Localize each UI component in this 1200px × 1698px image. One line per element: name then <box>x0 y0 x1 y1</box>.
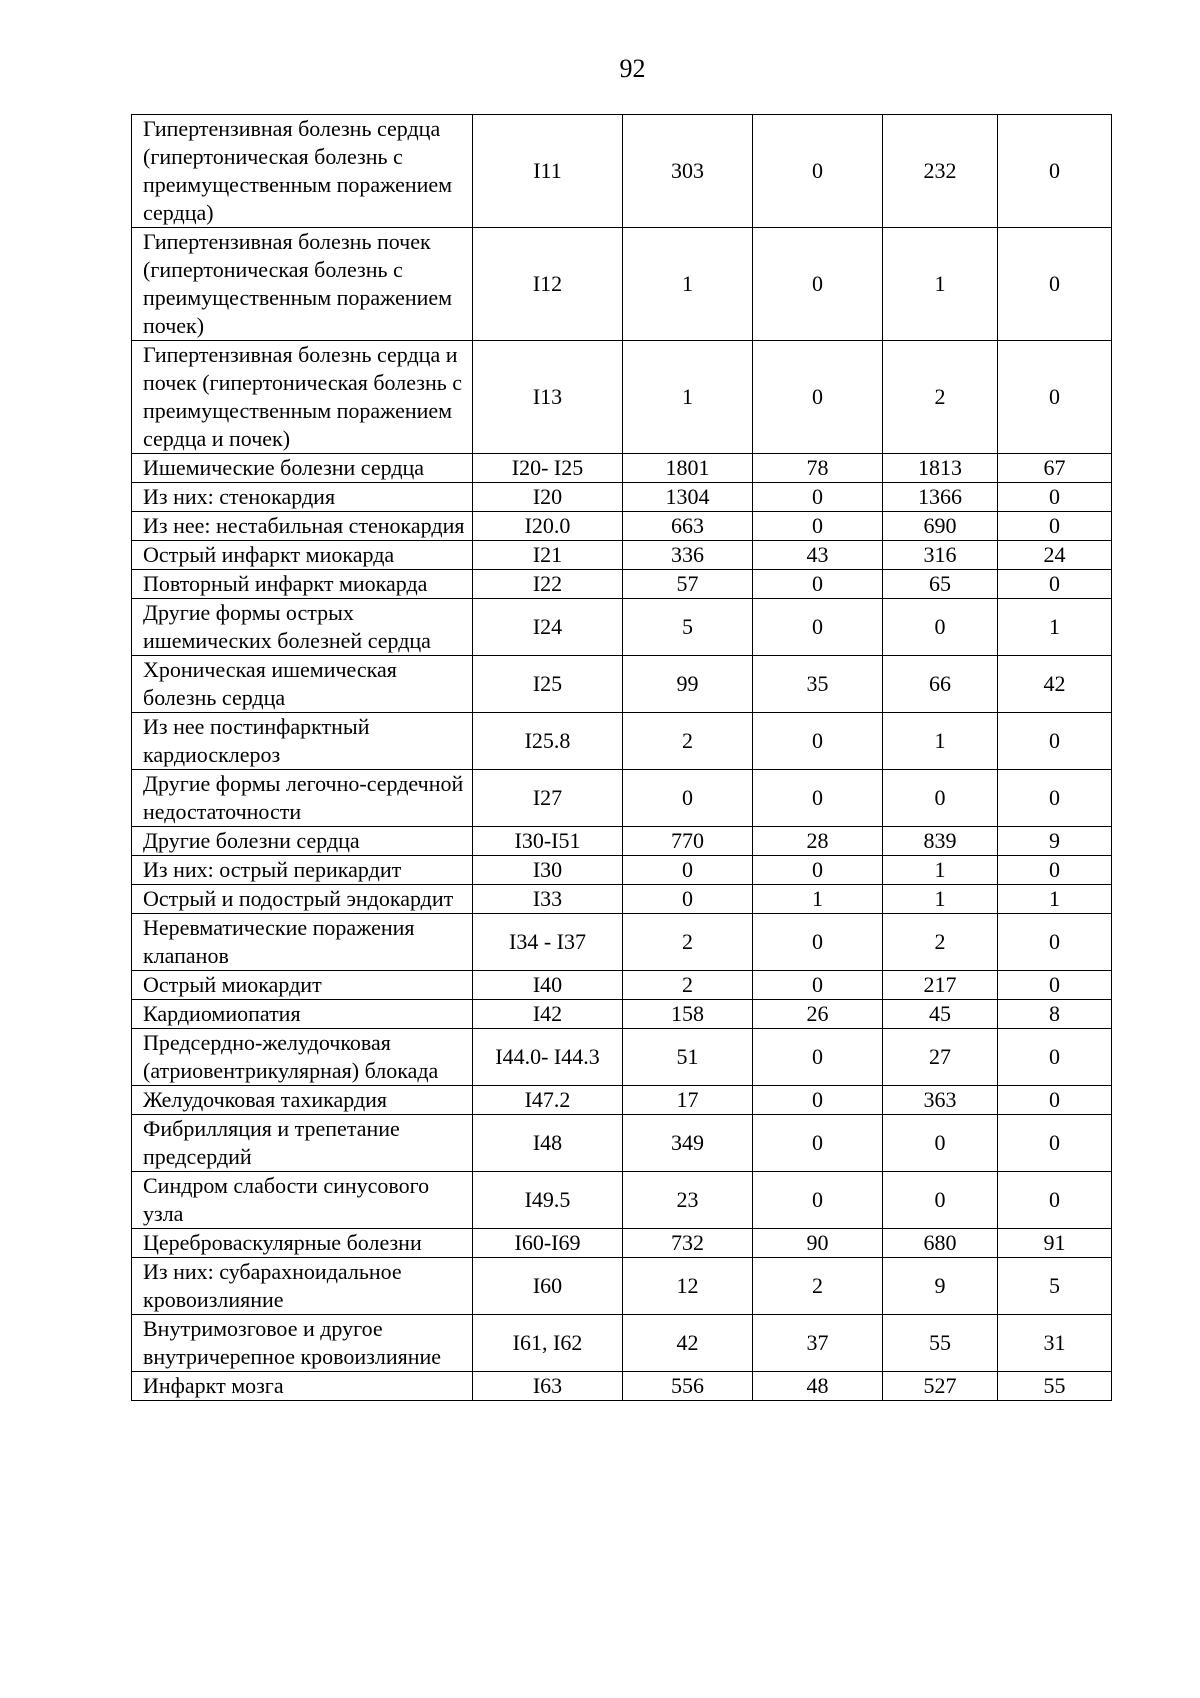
value-cell-4: 0 <box>998 341 1112 454</box>
value-cell-3: 0 <box>883 1115 998 1172</box>
value-cell-4: 5 <box>998 1258 1112 1315</box>
value-cell-4: 67 <box>998 454 1112 483</box>
page-number: 92 <box>619 54 646 83</box>
table-row <box>132 228 1112 341</box>
value-cell-2: 78 <box>753 454 883 483</box>
value-cell-4: 24 <box>998 541 1112 570</box>
value-cell-4: 0 <box>998 228 1112 341</box>
value-cell-3: 27 <box>883 1029 998 1086</box>
icd-code-cell: I30-I51 <box>473 827 623 856</box>
value-cell-1: 303 <box>623 115 753 228</box>
value-cell-3: 0 <box>883 1172 998 1229</box>
value-cell-3: 1366 <box>883 483 998 512</box>
value-cell-3: 0 <box>883 599 998 656</box>
value-cell-2: 0 <box>753 1029 883 1086</box>
table-row <box>132 341 1112 454</box>
value-cell-2: 0 <box>753 914 883 971</box>
icd-code-cell: I60 <box>473 1258 623 1315</box>
value-cell-2: 28 <box>753 827 883 856</box>
value-cell-4: 0 <box>998 115 1112 228</box>
icd-code-cell: I47.2 <box>473 1086 623 1115</box>
value-cell-4: 0 <box>998 1172 1112 1229</box>
icd-code-cell: I60-I69 <box>473 1229 623 1258</box>
table-body <box>132 115 1112 1401</box>
table-row <box>132 1172 1112 1229</box>
value-cell-2: 0 <box>753 570 883 599</box>
table-row <box>132 914 1112 971</box>
table-row <box>132 570 1112 599</box>
value-cell-2: 1 <box>753 885 883 914</box>
icd-code-cell: I49.5 <box>473 1172 623 1229</box>
value-cell-4: 0 <box>998 1029 1112 1086</box>
table-row <box>132 1029 1112 1086</box>
table-row <box>132 454 1112 483</box>
disease-name-cell: Гипертензивная болезнь почек (гипертоническая болезнь с преимущественным поражением почек) <box>132 228 473 341</box>
value-cell-1: 770 <box>623 827 753 856</box>
table-row <box>132 483 1112 512</box>
value-cell-2: 0 <box>753 1172 883 1229</box>
value-cell-3: 1 <box>883 885 998 914</box>
table-row <box>132 512 1112 541</box>
table-row <box>132 115 1112 228</box>
value-cell-1: 2 <box>623 971 753 1000</box>
table-row <box>132 599 1112 656</box>
value-cell-2: 35 <box>753 656 883 713</box>
value-cell-1: 0 <box>623 885 753 914</box>
icd-code-cell: I30 <box>473 856 623 885</box>
disease-name-cell: Внутримозговое и другое внутричерепное кровоизлияние <box>132 1315 473 1372</box>
disease-name-cell: Неревматические поражения клапанов <box>132 914 473 971</box>
disease-name-cell: Повторный инфаркт миокарда <box>132 570 473 599</box>
value-cell-4: 0 <box>998 713 1112 770</box>
icd-code-cell: I42 <box>473 1000 623 1029</box>
value-cell-1: 0 <box>623 770 753 827</box>
value-cell-1: 0 <box>623 856 753 885</box>
value-cell-4: 0 <box>998 1115 1112 1172</box>
value-cell-3: 1 <box>883 713 998 770</box>
disease-name-cell: Острый миокардит <box>132 971 473 1000</box>
disease-name-cell: Хроническая ишемическая болезнь сердца <box>132 656 473 713</box>
table-row <box>132 656 1112 713</box>
value-cell-2: 0 <box>753 599 883 656</box>
value-cell-4: 1 <box>998 599 1112 656</box>
value-cell-2: 43 <box>753 541 883 570</box>
value-cell-2: 2 <box>753 1258 883 1315</box>
icd-code-cell: I20.0 <box>473 512 623 541</box>
icd-code-cell: I21 <box>473 541 623 570</box>
table-row <box>132 971 1112 1000</box>
value-cell-4: 1 <box>998 885 1112 914</box>
icd-code-cell: I63 <box>473 1372 623 1401</box>
value-cell-1: 17 <box>623 1086 753 1115</box>
value-cell-4: 55 <box>998 1372 1112 1401</box>
value-cell-4: 9 <box>998 827 1112 856</box>
value-cell-1: 5 <box>623 599 753 656</box>
disease-statistics-table <box>131 114 1112 1401</box>
icd-code-cell: I33 <box>473 885 623 914</box>
icd-code-cell: I34 - I37 <box>473 914 623 971</box>
icd-code-cell: I61, I62 <box>473 1315 623 1372</box>
value-cell-3: 217 <box>883 971 998 1000</box>
disease-name-cell: Инфаркт мозга <box>132 1372 473 1401</box>
value-cell-3: 680 <box>883 1229 998 1258</box>
value-cell-4: 31 <box>998 1315 1112 1372</box>
disease-name-cell: Из них: острый перикардит <box>132 856 473 885</box>
value-cell-3: 839 <box>883 827 998 856</box>
value-cell-1: 2 <box>623 914 753 971</box>
value-cell-3: 363 <box>883 1086 998 1115</box>
value-cell-3: 1 <box>883 228 998 341</box>
table-row <box>132 885 1112 914</box>
value-cell-3: 9 <box>883 1258 998 1315</box>
icd-code-cell: I44.0- I44.3 <box>473 1029 623 1086</box>
disease-name-cell: Другие формы острых ишемических болезней сердца <box>132 599 473 656</box>
value-cell-3: 316 <box>883 541 998 570</box>
icd-code-cell: I25.8 <box>473 713 623 770</box>
value-cell-2: 90 <box>753 1229 883 1258</box>
value-cell-3: 0 <box>883 770 998 827</box>
value-cell-1: 51 <box>623 1029 753 1086</box>
disease-name-cell: Острый инфаркт миокарда <box>132 541 473 570</box>
table-row <box>132 1372 1112 1401</box>
disease-name-cell: Кардиомиопатия <box>132 1000 473 1029</box>
table-row <box>132 713 1112 770</box>
value-cell-4: 8 <box>998 1000 1112 1029</box>
disease-name-cell: Синдром слабости синусового узла <box>132 1172 473 1229</box>
value-cell-4: 0 <box>998 971 1112 1000</box>
value-cell-2: 37 <box>753 1315 883 1372</box>
disease-name-cell: Другие формы легочно-сердечной недостаточности <box>132 770 473 827</box>
value-cell-1: 1801 <box>623 454 753 483</box>
value-cell-2: 0 <box>753 971 883 1000</box>
icd-code-cell: I22 <box>473 570 623 599</box>
disease-name-cell: Желудочковая тахикардия <box>132 1086 473 1115</box>
disease-name-cell: Из них: субарахноидальное кровоизлияние <box>132 1258 473 1315</box>
value-cell-1: 99 <box>623 656 753 713</box>
value-cell-1: 42 <box>623 1315 753 1372</box>
value-cell-1: 57 <box>623 570 753 599</box>
table-row <box>132 1115 1112 1172</box>
icd-code-cell: I20 <box>473 483 623 512</box>
value-cell-2: 0 <box>753 483 883 512</box>
value-cell-4: 0 <box>998 914 1112 971</box>
value-cell-2: 0 <box>753 1115 883 1172</box>
value-cell-2: 0 <box>753 1086 883 1115</box>
icd-code-cell: I48 <box>473 1115 623 1172</box>
table-row <box>132 1315 1112 1372</box>
table-row <box>132 1258 1112 1315</box>
disease-name-cell: Из них: стенокардия <box>132 483 473 512</box>
value-cell-3: 1 <box>883 856 998 885</box>
value-cell-1: 1 <box>623 228 753 341</box>
icd-code-cell: I11 <box>473 115 623 228</box>
value-cell-3: 65 <box>883 570 998 599</box>
icd-code-cell: I20- I25 <box>473 454 623 483</box>
value-cell-2: 0 <box>753 228 883 341</box>
value-cell-4: 42 <box>998 656 1112 713</box>
icd-code-cell: I12 <box>473 228 623 341</box>
value-cell-4: 91 <box>998 1229 1112 1258</box>
icd-code-cell: I40 <box>473 971 623 1000</box>
value-cell-3: 1813 <box>883 454 998 483</box>
disease-name-cell: Гипертензивная болезнь сердца и почек (гипертоническая болезнь с преимущественным поражением сердца и почек) <box>132 341 473 454</box>
value-cell-2: 0 <box>753 512 883 541</box>
value-cell-1: 349 <box>623 1115 753 1172</box>
value-cell-4: 0 <box>998 770 1112 827</box>
disease-name-cell: Фибрилляция и трепетание предсердий <box>132 1115 473 1172</box>
table-row <box>132 770 1112 827</box>
disease-name-cell: Острый и подострый эндокардит <box>132 885 473 914</box>
disease-name-cell: Ишемические болезни сердца <box>132 454 473 483</box>
value-cell-4: 0 <box>998 512 1112 541</box>
value-cell-2: 0 <box>753 770 883 827</box>
value-cell-3: 45 <box>883 1000 998 1029</box>
value-cell-1: 23 <box>623 1172 753 1229</box>
disease-name-cell: Из нее постинфарктный кардиосклероз <box>132 713 473 770</box>
value-cell-1: 336 <box>623 541 753 570</box>
value-cell-1: 663 <box>623 512 753 541</box>
icd-code-cell: I27 <box>473 770 623 827</box>
value-cell-1: 12 <box>623 1258 753 1315</box>
disease-name-cell: Цереброваскулярные болезни <box>132 1229 473 1258</box>
value-cell-2: 26 <box>753 1000 883 1029</box>
table-row <box>132 856 1112 885</box>
icd-code-cell: I25 <box>473 656 623 713</box>
value-cell-1: 1304 <box>623 483 753 512</box>
value-cell-3: 66 <box>883 656 998 713</box>
value-cell-4: 0 <box>998 483 1112 512</box>
value-cell-4: 0 <box>998 570 1112 599</box>
value-cell-1: 556 <box>623 1372 753 1401</box>
value-cell-2: 0 <box>753 856 883 885</box>
value-cell-3: 232 <box>883 115 998 228</box>
value-cell-2: 0 <box>753 341 883 454</box>
disease-name-cell: Другие болезни сердца <box>132 827 473 856</box>
value-cell-2: 0 <box>753 713 883 770</box>
icd-code-cell: I13 <box>473 341 623 454</box>
value-cell-3: 690 <box>883 512 998 541</box>
disease-name-cell: Предсердно-желудочковая (атриовентрикулярная) блокада <box>132 1029 473 1086</box>
value-cell-1: 2 <box>623 713 753 770</box>
value-cell-3: 2 <box>883 341 998 454</box>
table-row <box>132 1086 1112 1115</box>
disease-name-cell: Гипертензивная болезнь сердца (гипертоническая болезнь с преимущественным поражением сердца) <box>132 115 473 228</box>
value-cell-2: 0 <box>753 115 883 228</box>
value-cell-4: 0 <box>998 856 1112 885</box>
value-cell-1: 732 <box>623 1229 753 1258</box>
icd-code-cell: I24 <box>473 599 623 656</box>
value-cell-1: 1 <box>623 341 753 454</box>
table-row <box>132 1000 1112 1029</box>
value-cell-3: 527 <box>883 1372 998 1401</box>
value-cell-3: 55 <box>883 1315 998 1372</box>
value-cell-1: 158 <box>623 1000 753 1029</box>
value-cell-4: 0 <box>998 1086 1112 1115</box>
value-cell-2: 48 <box>753 1372 883 1401</box>
table-row <box>132 827 1112 856</box>
table-row <box>132 1229 1112 1258</box>
disease-name-cell: Из нее: нестабильная стенокардия <box>132 512 473 541</box>
table-row <box>132 541 1112 570</box>
value-cell-3: 2 <box>883 914 998 971</box>
